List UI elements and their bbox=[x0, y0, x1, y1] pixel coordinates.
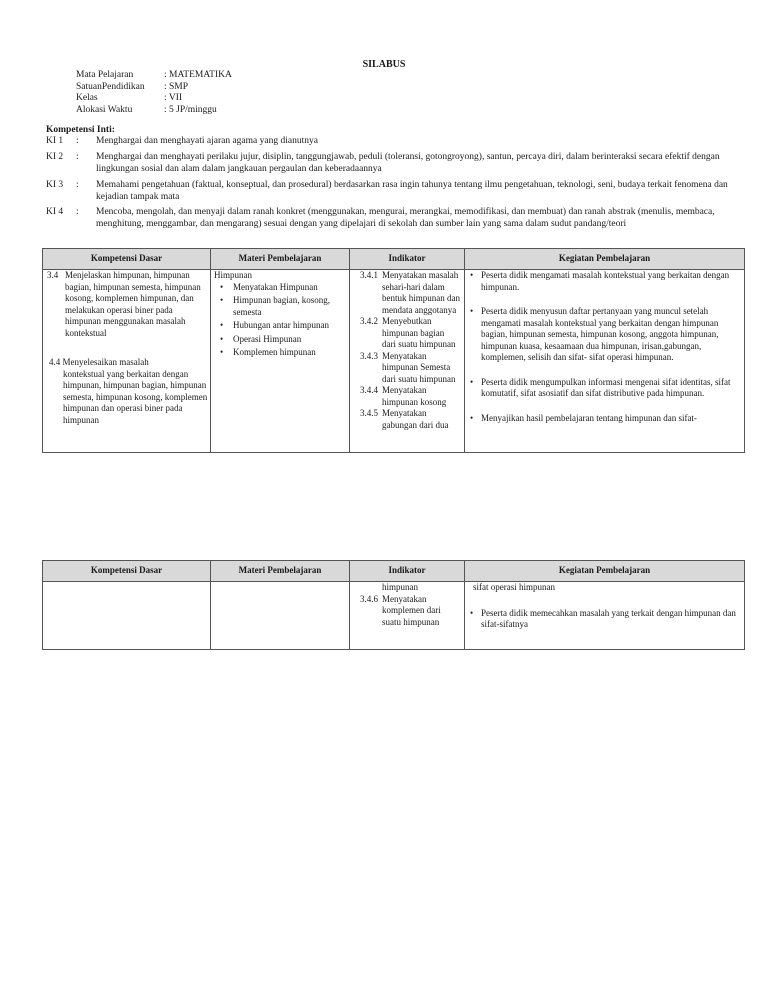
materi-list bbox=[211, 282, 349, 359]
indikator-number: 3.4.3 bbox=[360, 350, 378, 361]
list-item: • Peserta didik menyusun daftar pertanyaan yang muncul setelah mengamati masalah kontekstual yang berkaitan dengan himpunan bagian, himpunan semesta, himpunan kosong, anggota himpunan, himpunan kuasa, kesaamaan dua himpunan, irisan,gabungan, komplemen, selisih dan sifat- sifat operasi himpunan. bbox=[481, 306, 744, 364]
meta-label: SatuanPendidikan bbox=[76, 81, 145, 92]
indikator-text: Menyatakan masalah sehari-hari dalam bentuk himpunan dan mendata anggotanya bbox=[382, 270, 460, 315]
list-item: • Himpunan bagian, kosong, semesta bbox=[233, 295, 349, 318]
kegiatan-cell bbox=[465, 582, 745, 650]
column-header: Materi Pembelajaran bbox=[211, 561, 350, 582]
materi-cell bbox=[211, 270, 350, 453]
ki-text: Menghargai dan menghayati perilaku jujur, disiplin, tanggungjawab, peduli (toleransi, gotongroyong), santun, percaya diri, dalam berinteraksi secara efektif dengan lingkungan sosial dan alam dalam jangkauan pergaulan dan keberadaannya bbox=[96, 152, 720, 174]
ki-text: Mencoba, mengolah, dan menyaji dalam ranah konkret (menggunakan, mengurai, merangkai, memodifikasi, dan membuat) dan ranah abstrak (menulis, membaca, menghitung, menggambar, dan mengarang) sesuai dengan yang dipelajari di sekolah dan sumber lain yang sama dalam sudut pandang/teori bbox=[96, 207, 715, 229]
ki-item bbox=[46, 136, 736, 148]
list-item: • Operasi Himpunan bbox=[233, 334, 349, 346]
ki-item bbox=[46, 207, 736, 230]
kegiatan-continued-text: sifat operasi himpunan bbox=[473, 582, 555, 592]
column-header: Indikator bbox=[350, 249, 465, 270]
kegiatan-cell bbox=[465, 270, 745, 453]
page-title: SILABUS bbox=[362, 59, 406, 70]
indikator-text: Menyatakan gabungan dari dua bbox=[382, 408, 449, 430]
ki-item bbox=[46, 180, 736, 203]
indikator-item bbox=[350, 594, 464, 629]
ki-code: KI 1 bbox=[46, 136, 64, 146]
indikator-item bbox=[350, 408, 464, 431]
ki-text: Menghargai dan menghayati ajaran agama yang dianutnya bbox=[96, 136, 318, 146]
indikator-item bbox=[350, 582, 464, 594]
kompetensi-dasar-cell bbox=[43, 270, 211, 453]
column-header: Indikator bbox=[350, 561, 465, 582]
indikator-item bbox=[350, 385, 464, 408]
table-row bbox=[43, 582, 745, 650]
ki-item bbox=[46, 152, 736, 175]
ki-code: KI 3 bbox=[46, 180, 64, 190]
kd-number: 3.4 bbox=[47, 270, 59, 280]
meta-row bbox=[76, 82, 232, 94]
table-row bbox=[43, 270, 745, 453]
meta-row bbox=[76, 70, 232, 82]
column-header: Kegiatan Pembelajaran bbox=[465, 561, 745, 582]
ki-colon: : bbox=[76, 136, 79, 146]
indikator-text: Menyatakan komplemen dari suatu himpunan bbox=[382, 593, 441, 627]
column-header: Materi Pembelajaran bbox=[211, 249, 350, 270]
column-header: Kompetensi Dasar bbox=[43, 561, 211, 582]
ki-text: Memahami pengetahuan (faktual, konseptual, dan prosedural) berdasarkan rasa ingin tahunya tentang ilmu pengetahuan, teknologi, seni, budaya terkait fenomena dan kejadian tampak mata bbox=[96, 180, 728, 202]
list-item: • Menyajikan hasil pembelajaran tentang himpunan dan sifat- bbox=[481, 413, 744, 425]
meta-value: : VII bbox=[164, 93, 183, 103]
materi-heading: Himpunan bbox=[214, 270, 252, 280]
kd-item bbox=[43, 357, 210, 426]
indikator-item bbox=[350, 270, 464, 316]
kegiatan-list bbox=[465, 608, 744, 631]
course-info bbox=[76, 70, 232, 116]
indikator-number: 3.4.6 bbox=[360, 593, 378, 604]
indikator-item bbox=[350, 316, 464, 351]
syllabus-table bbox=[42, 248, 745, 453]
kompetensi-dasar-cell bbox=[43, 582, 211, 650]
ki-heading: Kompetensi Inti: bbox=[46, 125, 115, 135]
ki-colon: : bbox=[76, 207, 79, 217]
indikator-cell bbox=[350, 582, 465, 650]
kd-text: 4.4 Menyelesaikan masalah bbox=[49, 357, 149, 367]
list-item: • Menyatakan Himpunan bbox=[233, 282, 349, 294]
list-item: • Peserta didik mengamati masalah kontekstual yang berkaitan dengan himpunan. bbox=[481, 270, 744, 293]
meta-value: : MATEMATIKA bbox=[164, 70, 232, 80]
indikator-number: 3.4.2 bbox=[360, 316, 378, 326]
indikator-item bbox=[350, 351, 464, 386]
column-header: Kompetensi Dasar bbox=[43, 249, 211, 270]
syllabus-table-continued bbox=[42, 560, 745, 650]
meta-value: : 5 JP/minggu bbox=[164, 104, 217, 115]
meta-label: Kelas bbox=[76, 93, 98, 103]
indikator-number: 3.4.1 bbox=[360, 270, 378, 280]
kd-text: kontekstual yang berkaitan dengan himpunan, himpunan bagian, himpunan semesta, himpunan kosong, komplemen himpunan dan operasi biner pada himpunan bbox=[63, 368, 208, 425]
ki-code: KI 2 bbox=[46, 152, 64, 162]
indikator-number bbox=[350, 582, 382, 594]
meta-label: Alokasi Waktu bbox=[76, 104, 133, 115]
meta-row bbox=[76, 93, 232, 105]
materi-cell bbox=[211, 582, 350, 650]
kd-item bbox=[43, 270, 210, 339]
indikator-text: Menyebutkan himpunan bagian dari suatu himpunan bbox=[382, 316, 456, 349]
kd-text: Menjelaskan himpunan, himpunan bagian, himpunan semesta, himpunan kosong, komplemen himpunan, dan melakukan operasi biner pada himpunan menggunakan masalah kontekstual bbox=[65, 270, 201, 338]
list-item: • Peserta didik memecahkan masalah yang terkait dengan himpunan dan sifat-sifatnya bbox=[481, 608, 744, 631]
meta-label: Mata Pelajaran bbox=[76, 70, 134, 80]
meta-value: : SMP bbox=[164, 81, 189, 92]
meta-row bbox=[76, 105, 232, 117]
indikator-cell bbox=[350, 270, 465, 453]
column-header: Kegiatan Pembelajaran bbox=[465, 249, 745, 270]
indikator-text: himpunan bbox=[382, 582, 418, 592]
list-item: • Peserta didik mengumpulkan informasi mengenai sifat identitas, sifat komutatif, sifat asosiatif dan sifat distributive pada himpunan. bbox=[481, 377, 744, 400]
table-header-row bbox=[43, 561, 745, 582]
indikator-number: 3.4.4 bbox=[360, 385, 378, 395]
table-header-row bbox=[43, 249, 745, 270]
kegiatan-list bbox=[465, 270, 744, 424]
ki-code: KI 4 bbox=[46, 207, 64, 217]
indikator-text: Menyatakan himpunan Semesta dari suatu himpunan bbox=[382, 350, 456, 384]
ki-colon: : bbox=[76, 152, 79, 162]
list-item: • Hubungan antar himpunan bbox=[233, 320, 349, 332]
indikator-number: 3.4.5 bbox=[360, 408, 378, 418]
ki-colon: : bbox=[76, 180, 79, 190]
list-item: • Komplemen himpunan bbox=[233, 347, 349, 359]
indikator-text: Menyatakan himpunan kosong bbox=[382, 385, 447, 407]
